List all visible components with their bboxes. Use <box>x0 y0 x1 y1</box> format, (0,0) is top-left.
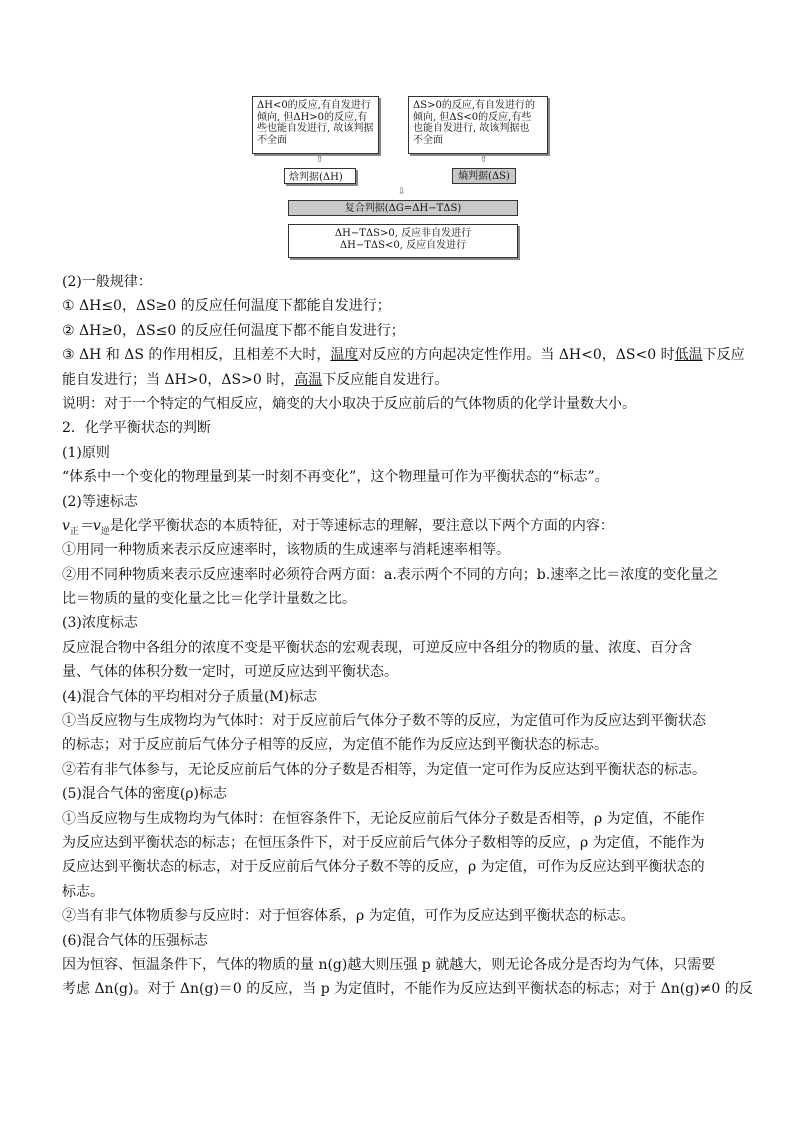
paragraph-line: 反应达到平衡状态的标志，对于反应前后气体分子数不等的反应，ρ 为定值，可作为反应达到平衡状态的 <box>62 859 705 876</box>
subsection-heading: (1)原则 <box>62 444 110 461</box>
subsection-heading: (2)等速标志 <box>62 493 138 510</box>
rule-item-continued <box>62 368 742 392</box>
subsection-heading: (5)混合气体的密度(ρ)标志 <box>62 786 227 803</box>
note-paragraph: 说明：对于一个特定的气相反应，熵变的大小取决于反应前后的气体物质的化学计量数大小。 <box>62 395 636 412</box>
paragraph-line: ①当反应物与生成物均为气体时：对于反应前后气体分子数不等的反应，为定值可作为反应达到平衡状态 <box>62 713 706 730</box>
paragraph-line: 反应混合物中各组分的浓度不变是平衡状态的宏观表现，可逆反应中各组分的物质的量、浓度、百分含 <box>62 639 692 656</box>
combined-criterion-label: 复合判据(ΔG=ΔH−TΔS) <box>344 203 462 214</box>
enthalpy-note-box <box>252 96 379 154</box>
paragraph-line: 考虑 Δn(g)。对于 Δn(g)＝0 的反应，当 p 为定值时，不能作为反应达到平衡状态的标志；对于 Δn(g)≠0 的反 <box>62 981 753 998</box>
rule-item: ① ΔH≤0，ΔS≥0 的反应任何温度下都能自发进行； <box>62 298 391 315</box>
text-span: ③ ΔH 和 ΔS 的作用相反，且相差不大时， <box>62 347 331 364</box>
paragraph-line: ②若有非气体参与，无论反应前后气体的分子数是否相等，为定值一定可作为反应达到平衡状态的标志。 <box>62 761 706 778</box>
entropy-note-line: 也能自发进行, 故该判据也 <box>413 123 530 134</box>
enthalpy-note-line: 不全面 <box>257 134 287 146</box>
text-span: 下反应 <box>702 347 745 364</box>
down-arrow-icon: ⇩ <box>398 187 406 197</box>
paragraph-line: “体系中一个变化的物理量到某一时刻不再变化”，这个物理量可作为平衡状态的“标志”。 <box>62 469 609 486</box>
up-arrow-icon: ⇧ <box>480 155 488 165</box>
subscript: 逆 <box>100 526 110 537</box>
enthalpy-note-line: 些也能自发进行, 故该判据 <box>257 123 374 134</box>
subsection-heading: (6)混合气体的压强标志 <box>62 932 208 949</box>
subscript: 正 <box>69 526 79 537</box>
entropy-note-line: 倾向, 但ΔS<0的反应,有些 <box>413 111 532 123</box>
paragraph-line: 量、气体的体积分数一定时，可逆反应达到平衡状态。 <box>62 664 398 681</box>
paragraph-line: ②当有非气体物质参与反应时：对于恒容体系，ρ 为定值，可作为反应达到平衡状态的标志。 <box>62 908 635 925</box>
text-span: 下反应能自发进行。 <box>322 371 449 388</box>
entropy-note-box <box>408 96 548 154</box>
underlined-term: 温度 <box>330 347 359 364</box>
underlined-term: 高温 <box>294 371 323 388</box>
up-arrow-icon: ⇧ <box>316 155 324 165</box>
text-span: 对反应的方向起决定性作用。当 ΔH<0，ΔS<0 时 <box>358 347 675 364</box>
paragraph-line: 标志。 <box>62 883 104 900</box>
paragraph-line: ①用同一种物质来表示反应速率时，该物质的生成速率与消耗速率相等。 <box>62 542 510 559</box>
result-line: ΔH−TΔS<0, 反应自发进行 <box>339 239 467 251</box>
rule-item <box>62 343 745 367</box>
paragraph-line: 的标志；对于反应前后气体分子相等的反应，为定值不能作为反应达到平衡状态的标志。 <box>62 737 608 754</box>
text-span: 是化学平衡状态的本质特征，对于等速标志的理解，要注意以下两个方面的内容： <box>109 517 614 534</box>
text-span: 能自发进行；当 ΔH>0，ΔS>0 时， <box>62 371 295 388</box>
result-line: ΔH−TΔS>0, 反应非自发进行 <box>334 228 472 239</box>
criteria-diagram <box>252 96 535 262</box>
entropy-criterion-label: 熵判据(ΔS) <box>458 171 510 182</box>
section-heading: 2．化学平衡状态的判断 <box>62 420 211 437</box>
enthalpy-criterion-label: 焓判据(ΔH) <box>289 172 343 183</box>
document-body <box>62 270 753 1002</box>
text-span: v <box>62 517 70 534</box>
section-heading: (2)一般规律： <box>62 274 152 290</box>
entropy-criterion-box <box>452 168 516 184</box>
text-span: ＝v <box>78 517 101 534</box>
subsection-heading: (3)浓度标志 <box>62 615 138 632</box>
underlined-term: 低温 <box>674 347 703 364</box>
paragraph-line: 为反应达到平衡状态的标志；在恒压条件下，对于反应前后气体分子数相等的反应，ρ 为定值，不能作为 <box>62 834 705 851</box>
rule-item: ② ΔH≥0，ΔS≤0 的反应任何温度下都不能自发进行； <box>62 322 405 339</box>
result-box <box>288 224 518 258</box>
paragraph-line: 比＝物质的量的变化量之比＝化学计量数之比。 <box>62 591 356 608</box>
subsection-heading: (4)混合气体的平均相对分子质量(M)标志 <box>62 688 318 705</box>
entropy-note-line: 不全面 <box>413 134 443 146</box>
paragraph-line <box>62 514 742 538</box>
enthalpy-note-line: ΔH<0的反应,有自发进行 <box>257 100 371 111</box>
paragraph-line: ①当反应物与生成物均为气体时：在恒容条件下，无论反应前后气体分子数是否相等，ρ 为定值，不能作 <box>62 810 705 827</box>
combined-criterion-box <box>288 200 518 216</box>
paragraph-line: ②用不同种物质来表示反应速率时必须符合两方面：a.表示两个不同的方向；b.速率之比＝浓度的变化量之 <box>62 566 719 583</box>
enthalpy-note-line: 倾向, 但ΔH>0的反应,有 <box>257 111 368 123</box>
paragraph-line: 因为恒容、恒温条件下，气体的物质的量 n(g)越大则压强 p 就越大，则无论各成分是否均为气体，只需要 <box>62 956 716 973</box>
entropy-note-line: ΔS>0的反应,有自发进行的 <box>413 100 535 111</box>
enthalpy-criterion-box <box>284 168 356 184</box>
